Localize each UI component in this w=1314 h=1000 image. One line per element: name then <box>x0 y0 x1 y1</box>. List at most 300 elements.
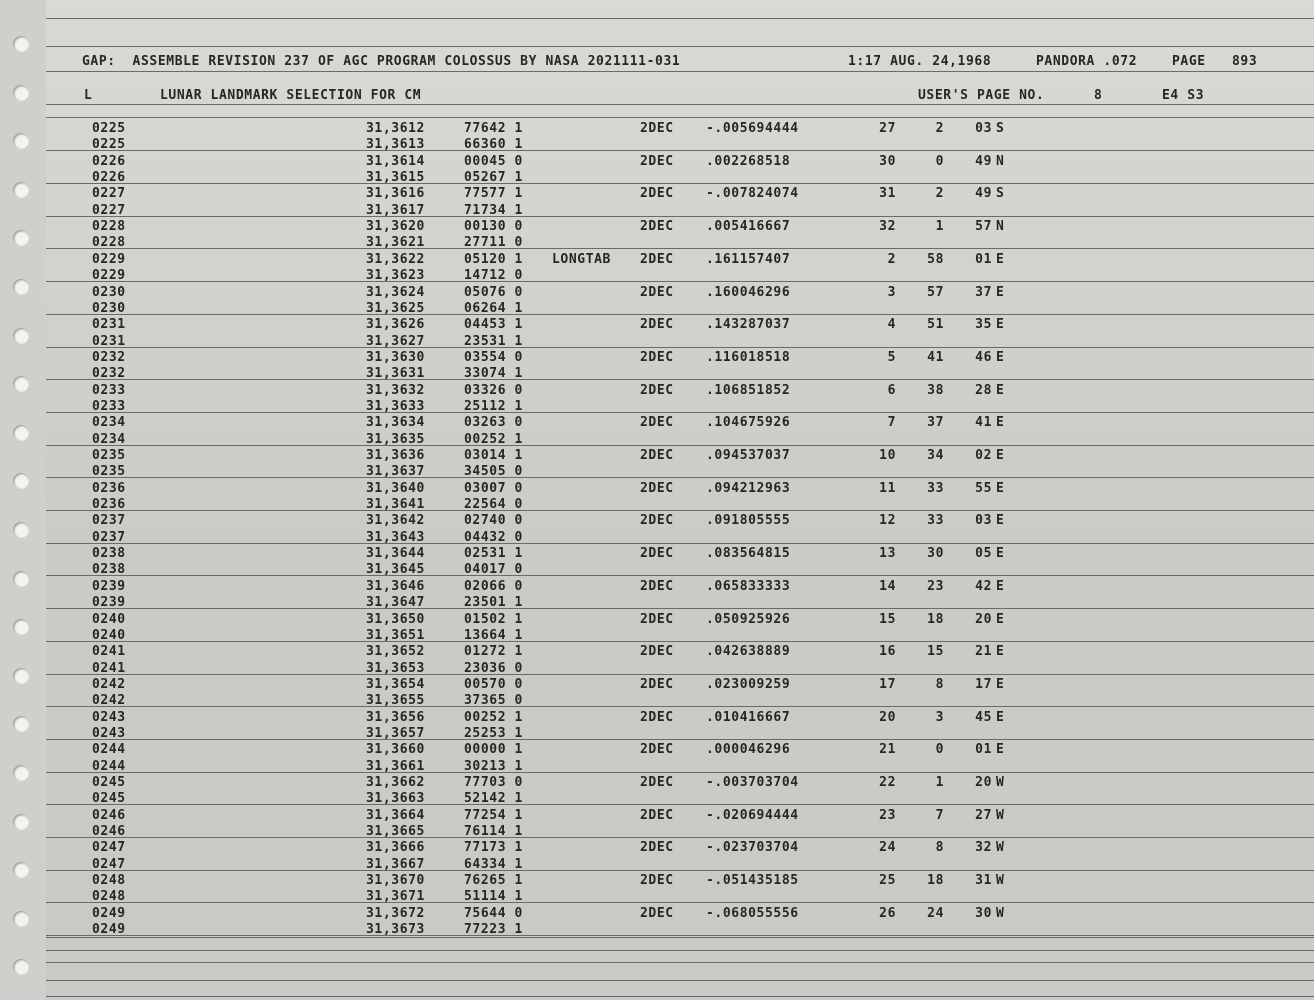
octal-word: 03326 0 <box>464 382 523 398</box>
octal-word: 23501 1 <box>464 595 523 611</box>
card-number: 0233 <box>92 382 126 398</box>
landmark-index: 7 <box>887 415 896 431</box>
listing-row <box>0 497 1314 513</box>
octal-word: 52142 1 <box>464 791 523 807</box>
memory-location: 31,3645 <box>366 562 425 578</box>
landmark-index: 17 <box>879 676 896 692</box>
minutes: 17 <box>975 676 992 692</box>
listing-row <box>0 628 1314 644</box>
landmark-index: 11 <box>879 480 896 496</box>
octal-word: 27711 0 <box>464 235 523 251</box>
octal-word: 51114 1 <box>464 889 523 905</box>
hemisphere: W <box>996 873 1005 889</box>
decimal-value: .023009259 <box>706 676 791 692</box>
memory-location: 31,3667 <box>366 856 425 872</box>
octal-word: 02531 1 <box>464 546 523 562</box>
memory-location: 31,3644 <box>366 546 425 562</box>
landmark-index: 16 <box>879 644 896 660</box>
degrees: 1 <box>935 219 944 235</box>
decimal-value: -.051435185 <box>706 873 799 889</box>
octal-word: 00252 1 <box>464 709 523 725</box>
degrees: 0 <box>935 742 944 758</box>
card-number: 0243 <box>92 725 126 741</box>
card-number: 0238 <box>92 546 126 562</box>
rule-line <box>46 104 1314 105</box>
memory-location: 31,3641 <box>366 497 425 513</box>
hemisphere: W <box>996 807 1005 823</box>
card-number: 0225 <box>92 137 126 153</box>
listing-row <box>0 301 1314 317</box>
memory-location: 31,3614 <box>366 153 425 169</box>
degrees: 38 <box>927 382 944 398</box>
landmark-index: 22 <box>879 775 896 790</box>
decimal-value: .042638889 <box>706 644 791 660</box>
listing-row <box>0 742 1314 758</box>
degrees: 18 <box>927 873 944 889</box>
memory-location: 31,3650 <box>366 611 425 627</box>
octal-word: 02740 0 <box>464 513 523 529</box>
memory-location: 31,3631 <box>366 366 425 382</box>
landmark-index: 21 <box>879 742 896 758</box>
minutes: 03 <box>975 121 992 136</box>
landmark-index: 5 <box>887 349 896 365</box>
octal-word: 04017 0 <box>464 562 523 578</box>
decimal-value: .116018518 <box>706 349 791 365</box>
opcode: 2DEC <box>640 676 674 692</box>
listing-row <box>0 677 1314 693</box>
hemisphere: N <box>996 153 1005 169</box>
decimal-value: -.005694444 <box>706 121 799 136</box>
listing-row <box>0 775 1314 791</box>
degrees: 34 <box>927 448 944 463</box>
decimal-value: .083564815 <box>706 546 791 562</box>
minutes: 01 <box>975 251 992 267</box>
card-number: 0228 <box>92 235 126 251</box>
octal-word: 03007 0 <box>464 480 523 496</box>
degrees: 57 <box>927 284 944 300</box>
listing-row <box>0 513 1314 529</box>
memory-location: 31,3627 <box>366 333 425 349</box>
listing-row <box>0 840 1314 856</box>
decimal-value: .010416667 <box>706 709 791 725</box>
symbol-label: LONGTAB <box>552 251 611 267</box>
opcode: 2DEC <box>640 709 674 725</box>
card-number: 0236 <box>92 497 126 513</box>
listing-row <box>0 448 1314 464</box>
listing-row <box>0 710 1314 726</box>
landmark-index: 24 <box>879 840 896 856</box>
opcode: 2DEC <box>640 415 674 431</box>
opcode: 2DEC <box>640 251 674 267</box>
listing-row <box>0 530 1314 546</box>
landmark-index: 6 <box>887 382 896 398</box>
landmark-index: 26 <box>879 905 896 921</box>
octal-word: 00570 0 <box>464 676 523 692</box>
octal-word: 30213 1 <box>464 758 523 774</box>
octal-word: 71734 1 <box>464 202 523 218</box>
decimal-value: .104675926 <box>706 415 791 431</box>
opcode: 2DEC <box>640 644 674 660</box>
card-number: 0225 <box>92 121 126 136</box>
users-page-label: USER'S PAGE NO. <box>918 88 1045 103</box>
minutes: 45 <box>975 709 992 725</box>
listing-row <box>0 219 1314 235</box>
card-number: 0236 <box>92 480 126 496</box>
hemisphere: E <box>996 676 1005 692</box>
card-number: 0239 <box>92 595 126 611</box>
card-number: 0228 <box>92 219 126 235</box>
octal-word: 01502 1 <box>464 611 523 627</box>
pandora-label: PANDORA .072 <box>1036 54 1138 69</box>
opcode: 2DEC <box>640 873 674 889</box>
hemisphere: E <box>996 546 1005 562</box>
listing-row <box>0 252 1314 268</box>
octal-word: 23036 0 <box>464 660 523 676</box>
hemisphere: W <box>996 775 1005 790</box>
octal-word: 66360 1 <box>464 137 523 153</box>
card-number: 0233 <box>92 398 126 414</box>
octal-word: 34505 0 <box>464 464 523 480</box>
memory-location: 31,3635 <box>366 431 425 447</box>
memory-location: 31,3670 <box>366 873 425 889</box>
degrees: 51 <box>927 317 944 333</box>
listing-row <box>0 186 1314 202</box>
landmark-index: 4 <box>887 317 896 333</box>
memory-location: 31,3651 <box>366 627 425 643</box>
card-number: 0239 <box>92 578 126 594</box>
listing-title: GAP: ASSEMBLE REVISION 237 OF AGC PROGRAM COLOSSUS BY NASA 2021111-031 <box>82 54 681 69</box>
octal-word: 25253 1 <box>464 725 523 741</box>
card-number: 0249 <box>92 905 126 921</box>
memory-location: 31,3634 <box>366 415 425 431</box>
octal-word: 77223 1 <box>464 922 523 938</box>
minutes: 03 <box>975 513 992 529</box>
minutes: 21 <box>975 644 992 660</box>
card-number: 0240 <box>92 627 126 643</box>
degrees: 0 <box>935 153 944 169</box>
users-page-number: 8 <box>1094 88 1103 103</box>
landmark-index: 27 <box>879 121 896 136</box>
memory-location: 31,3622 <box>366 251 425 267</box>
opcode: 2DEC <box>640 382 674 398</box>
octal-word: 00252 1 <box>464 431 523 447</box>
octal-word: 77642 1 <box>464 121 523 136</box>
card-number: 0232 <box>92 366 126 382</box>
degrees: 15 <box>927 644 944 660</box>
landmark-index: 13 <box>879 546 896 562</box>
memory-location: 31,3657 <box>366 725 425 741</box>
listing-row <box>0 889 1314 905</box>
landmark-index: 3 <box>887 284 896 300</box>
opcode: 2DEC <box>640 153 674 169</box>
opcode: 2DEC <box>640 121 674 136</box>
section-title: LUNAR LANDMARK SELECTION FOR CM <box>160 88 422 103</box>
minutes: 02 <box>975 448 992 463</box>
landmark-index: 2 <box>887 251 896 267</box>
card-number: 0226 <box>92 170 126 186</box>
octal-word: 75644 0 <box>464 905 523 921</box>
degrees: 18 <box>927 611 944 627</box>
opcode: 2DEC <box>640 186 674 202</box>
page-number: 893 <box>1232 54 1258 69</box>
card-number: 0237 <box>92 513 126 529</box>
rule-line <box>46 962 1314 963</box>
hemisphere: W <box>996 840 1005 856</box>
card-number: 0241 <box>92 660 126 676</box>
octal-word: 01272 1 <box>464 644 523 660</box>
octal-word: 05120 1 <box>464 251 523 267</box>
minutes: 41 <box>975 415 992 431</box>
minutes: 37 <box>975 284 992 300</box>
minutes: 32 <box>975 840 992 856</box>
opcode: 2DEC <box>640 284 674 300</box>
minutes: 46 <box>975 349 992 365</box>
listing-row <box>0 268 1314 284</box>
card-number: 0229 <box>92 251 126 267</box>
memory-location: 31,3613 <box>366 137 425 153</box>
listing-row <box>0 546 1314 562</box>
card-number: 0231 <box>92 333 126 349</box>
opcode: 2DEC <box>640 578 674 594</box>
card-number: 0247 <box>92 840 126 856</box>
landmark-index: 15 <box>879 611 896 627</box>
landmark-index: 32 <box>879 219 896 235</box>
opcode: 2DEC <box>640 905 674 921</box>
rule-line <box>46 46 1314 47</box>
card-number: 0242 <box>92 676 126 692</box>
memory-location: 31,3671 <box>366 889 425 905</box>
decimal-value: .106851852 <box>706 382 791 398</box>
opcode: 2DEC <box>640 448 674 463</box>
memory-location: 31,3637 <box>366 464 425 480</box>
memory-location: 31,3623 <box>366 268 425 284</box>
listing-row <box>0 808 1314 824</box>
listing-datetime: 1:17 AUG. 24,1968 <box>848 54 992 69</box>
card-number: 0244 <box>92 758 126 774</box>
listing-row <box>0 644 1314 660</box>
card-number: 0234 <box>92 431 126 447</box>
memory-location: 31,3616 <box>366 186 425 202</box>
card-number: 0245 <box>92 791 126 807</box>
degrees: 8 <box>935 840 944 856</box>
memory-location: 31,3666 <box>366 840 425 856</box>
degrees: 30 <box>927 546 944 562</box>
memory-location: 31,3636 <box>366 448 425 463</box>
octal-word: 76114 1 <box>464 824 523 840</box>
opcode: 2DEC <box>640 840 674 856</box>
listing-row <box>0 693 1314 709</box>
memory-location: 31,3655 <box>366 693 425 709</box>
octal-word: 00000 1 <box>464 742 523 758</box>
octal-word: 13664 1 <box>464 627 523 643</box>
card-number: 0230 <box>92 284 126 300</box>
rule-line <box>46 18 1314 19</box>
memory-location: 31,3615 <box>366 170 425 186</box>
memory-location: 31,3612 <box>366 121 425 136</box>
hemisphere: E <box>996 742 1005 758</box>
minutes: 27 <box>975 807 992 823</box>
hemisphere: E <box>996 415 1005 431</box>
log-flag: L <box>84 88 93 103</box>
listing-row <box>0 350 1314 366</box>
octal-word: 00130 0 <box>464 219 523 235</box>
minutes: 35 <box>975 317 992 333</box>
octal-word: 22564 0 <box>464 497 523 513</box>
opcode: 2DEC <box>640 611 674 627</box>
memory-location: 31,3633 <box>366 398 425 414</box>
listing-row <box>0 203 1314 219</box>
card-number: 0243 <box>92 709 126 725</box>
octal-word: 03014 1 <box>464 448 523 463</box>
octal-word: 05267 1 <box>464 170 523 186</box>
card-number: 0249 <box>92 922 126 938</box>
memory-location: 31,3640 <box>366 480 425 496</box>
memory-location: 31,3660 <box>366 742 425 758</box>
card-number: 0226 <box>92 153 126 169</box>
opcode: 2DEC <box>640 480 674 496</box>
octal-word: 14712 0 <box>464 268 523 284</box>
memory-location: 31,3624 <box>366 284 425 300</box>
card-number: 0234 <box>92 415 126 431</box>
memory-location: 31,3626 <box>366 317 425 333</box>
minutes: 01 <box>975 742 992 758</box>
listing-row <box>0 170 1314 186</box>
card-number: 0232 <box>92 349 126 365</box>
octal-word: 06264 1 <box>464 300 523 316</box>
memory-location: 31,3621 <box>366 235 425 251</box>
card-number: 0227 <box>92 186 126 202</box>
listing-row <box>0 726 1314 742</box>
minutes: 28 <box>975 382 992 398</box>
listing-row <box>0 661 1314 677</box>
decimal-value: .094212963 <box>706 480 791 496</box>
minutes: 55 <box>975 480 992 496</box>
decimal-value: .161157407 <box>706 251 791 267</box>
listing-row <box>0 791 1314 807</box>
card-number: 0248 <box>92 873 126 889</box>
octal-word: 05076 0 <box>464 284 523 300</box>
hemisphere: W <box>996 905 1005 921</box>
octal-word: 04453 1 <box>464 317 523 333</box>
minutes: 42 <box>975 578 992 594</box>
card-number: 0241 <box>92 644 126 660</box>
sprocket-hole <box>13 85 29 101</box>
octal-word: 25112 1 <box>464 398 523 414</box>
memory-location: 31,3664 <box>366 807 425 823</box>
listing-row <box>0 366 1314 382</box>
degrees: 58 <box>927 251 944 267</box>
hemisphere: E <box>996 611 1005 627</box>
degrees: 33 <box>927 480 944 496</box>
rule-line <box>46 980 1314 981</box>
decimal-value: -.003703704 <box>706 775 799 790</box>
card-number: 0229 <box>92 268 126 284</box>
page-label: PAGE <box>1172 54 1206 69</box>
degrees: 23 <box>927 578 944 594</box>
card-number: 0242 <box>92 693 126 709</box>
degrees: 8 <box>935 676 944 692</box>
minutes: 57 <box>975 219 992 235</box>
memory-location: 31,3662 <box>366 775 425 790</box>
hemisphere: S <box>996 121 1005 136</box>
card-number: 0237 <box>92 529 126 545</box>
decimal-value: .160046296 <box>706 284 791 300</box>
card-number: 0230 <box>92 300 126 316</box>
memory-location: 31,3632 <box>366 382 425 398</box>
listing-row <box>0 464 1314 480</box>
minutes: 20 <box>975 611 992 627</box>
listing-row <box>0 334 1314 350</box>
card-number: 0244 <box>92 742 126 758</box>
degrees: 41 <box>927 349 944 365</box>
decimal-value: .005416667 <box>706 219 791 235</box>
rule-line <box>46 117 1314 118</box>
octal-word: 00045 0 <box>464 153 523 169</box>
opcode: 2DEC <box>640 807 674 823</box>
memory-location: 31,3661 <box>366 758 425 774</box>
listing-row <box>0 285 1314 301</box>
degrees: 2 <box>935 121 944 136</box>
degrees: 37 <box>927 415 944 431</box>
card-number: 0248 <box>92 889 126 905</box>
opcode: 2DEC <box>640 546 674 562</box>
minutes: 20 <box>975 775 992 790</box>
memory-location: 31,3643 <box>366 529 425 545</box>
listing-row <box>0 137 1314 153</box>
opcode: 2DEC <box>640 317 674 333</box>
opcode: 2DEC <box>640 742 674 758</box>
landmark-index: 14 <box>879 578 896 594</box>
degrees: 7 <box>935 807 944 823</box>
decimal-value: .091805555 <box>706 513 791 529</box>
hemisphere: E <box>996 349 1005 365</box>
degrees: 1 <box>935 775 944 790</box>
card-number: 0235 <box>92 448 126 463</box>
decimal-value: -.023703704 <box>706 840 799 856</box>
memory-location: 31,3665 <box>366 824 425 840</box>
hemisphere: E <box>996 448 1005 463</box>
degrees: 33 <box>927 513 944 529</box>
card-number: 0238 <box>92 562 126 578</box>
decimal-value: .050925926 <box>706 611 791 627</box>
listing-row <box>0 579 1314 595</box>
listing-row <box>0 383 1314 399</box>
octal-word: 77173 1 <box>464 840 523 856</box>
memory-location: 31,3652 <box>366 644 425 660</box>
sprocket-hole <box>13 36 29 52</box>
listing-row <box>0 154 1314 170</box>
memory-location: 31,3656 <box>366 709 425 725</box>
hemisphere: E <box>996 480 1005 496</box>
landmark-index: 23 <box>879 807 896 823</box>
decimal-value: .002268518 <box>706 153 791 169</box>
card-number: 0235 <box>92 464 126 480</box>
card-number: 0240 <box>92 611 126 627</box>
octal-word: 64334 1 <box>464 856 523 872</box>
degrees: 3 <box>935 709 944 725</box>
minutes: 30 <box>975 905 992 921</box>
minutes: 49 <box>975 186 992 202</box>
decimal-value: .143287037 <box>706 317 791 333</box>
listing-row <box>0 399 1314 415</box>
listing-row <box>0 481 1314 497</box>
landmark-index: 10 <box>879 448 896 463</box>
landmark-index: 12 <box>879 513 896 529</box>
hemisphere: E <box>996 251 1005 267</box>
opcode: 2DEC <box>640 219 674 235</box>
decimal-value: .094537037 <box>706 448 791 463</box>
minutes: 31 <box>975 873 992 889</box>
